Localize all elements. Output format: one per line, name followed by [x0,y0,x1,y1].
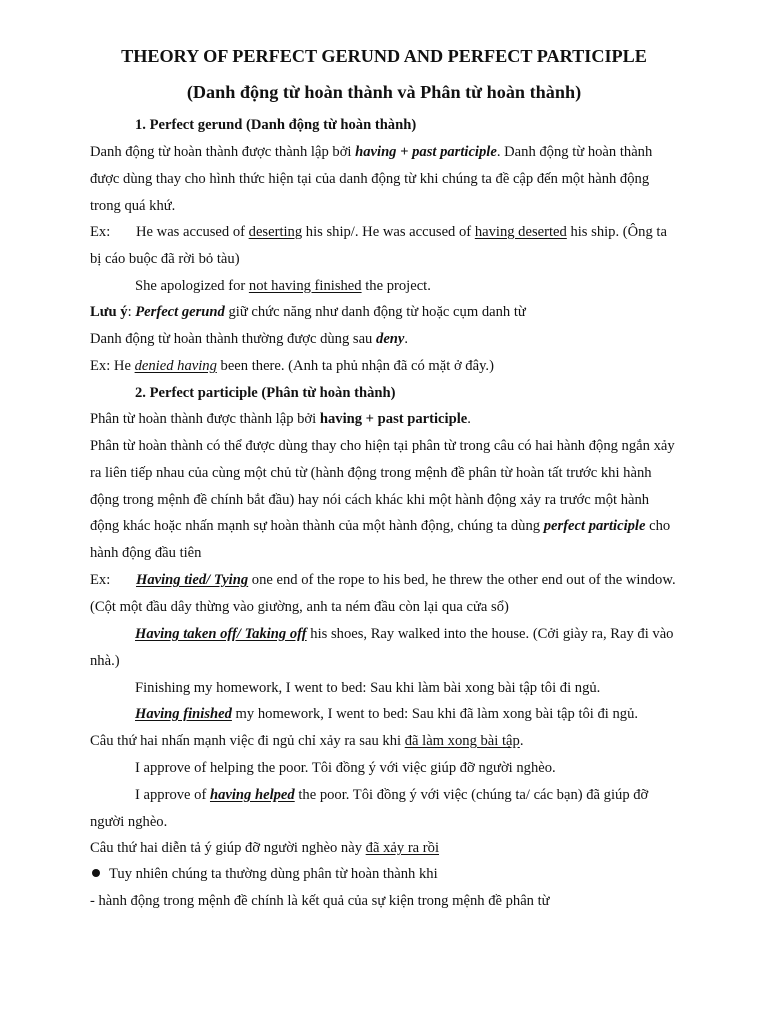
s1-deny-rule: Danh động từ hoàn thành thường được dùng sau deny. [90,331,409,347]
s1-note: Lưu ý: Perfect gerund giữ chức năng như danh động từ hoặc cụm danh từ [90,304,526,320]
s2-example-2-translation-end: nhà.) [90,653,120,669]
s2-paragraph-2-line-2: ra liên tiếp nhau của cùng một chủ từ (hành động trong mệnh đề phân từ hoàn tất trước khi hành [90,465,652,481]
s1-paragraph-line-3: trong quá khứ. [90,198,176,214]
s2-example-5: I approve of helping the poor. Tôi đồng ý với việc giúp đỡ người nghèo. [135,760,556,776]
s2-comment-2: Câu thứ hai diễn tả ý giúp đỡ người nghèo này đã xảy ra rồi [90,840,440,856]
s1-example-1: Ex: He was accused of deserting his ship/. He was accused of having deserted his ship. (Ông ta [90,224,667,240]
page-subtitle: (Danh động từ hoàn thành và Phân từ hoàn thành) [186,82,582,102]
s2-paragraph-1: Phân từ hoàn thành được thành lập bởi having + past participle. [90,411,471,427]
s2-example-2: Having taken off/ Taking off his shoes, Ray walked into the house. (Cởi giày ra, Ray đi vào [135,626,674,642]
s2-bullet-item: Tuy nhiên chúng ta thường dùng phân từ hoàn thành khi [92,864,706,884]
s1-example-3: Ex: He denied having been there. (Anh ta phủ nhận đã có mặt ở đây.) [90,358,494,374]
s2-paragraph-2-line-4: động khác hoặc nhấn mạnh sự hoàn thành của một hành động, chúng ta dùng perfect participle cho [90,518,671,534]
s2-paragraph-2-line-1: Phân từ hoàn thành có thể được dùng thay cho hiện tại phân từ trong câu có hai hành động ngắn xảy [90,438,675,454]
bullet-dot-icon [92,869,100,877]
s2-example-1-translation: (Cột một đầu dây thừng vào giường, anh ta ném đầu còn lại qua cửa sổ) [90,599,509,615]
s2-example-3: Finishing my homework, I went to bed: Sau khi làm bài xong bài tập tôi đi ngủ. [135,680,601,696]
s2-comment-1: Câu thứ hai nhấn mạnh việc đi ngủ chỉ xảy ra sau khi đã làm xong bài tập. [90,733,524,749]
s1-example-1-translation: bị cáo buộc đã rời bỏ tàu) [90,251,240,267]
s2-dash-item: - hành động trong mệnh đề chính là kết quả của sự kiện trong mệnh đề phân từ [90,893,550,909]
s2-example-1: Ex: Having tied/ Tying one end of the rope to his bed, he threw the other end out of the window. [90,572,676,588]
s2-example-6-translation-end: người nghèo. [90,814,168,830]
s1-paragraph-line-1: Danh động từ hoàn thành được thành lập bởi having + past participle. Danh động từ hoàn thành [90,144,653,160]
s2-paragraph-2-line-3: động trong mệnh đề chính bắt đầu) hay nói cách khác khi một hành động xảy ra trước một hành [90,492,650,508]
s1-example-2: She apologized for not having finished the project. [135,278,431,294]
page-title: THEORY OF PERFECT GERUND AND PERFECT PARTICIPLE [121,46,647,66]
s1-paragraph-line-2: được dùng thay cho hình thức hiện tại của danh động từ khi chúng ta đề cập đến một hành động [90,171,650,187]
s2-example-6: I approve of having helped the poor. Tôi đồng ý với việc (chúng ta/ các bạn) đã giúp đỡ [135,787,649,803]
section-2-heading: 2. Perfect participle (Phân từ hoàn thành) [135,385,396,401]
s2-example-4: Having finished my homework, I went to bed: Sau khi đã làm xong bài tập tôi đi ngủ. [135,706,639,722]
section-1-heading: 1. Perfect gerund (Danh động từ hoàn thành) [135,117,417,133]
s2-paragraph-2-line-5: hành động đầu tiên [90,545,202,561]
